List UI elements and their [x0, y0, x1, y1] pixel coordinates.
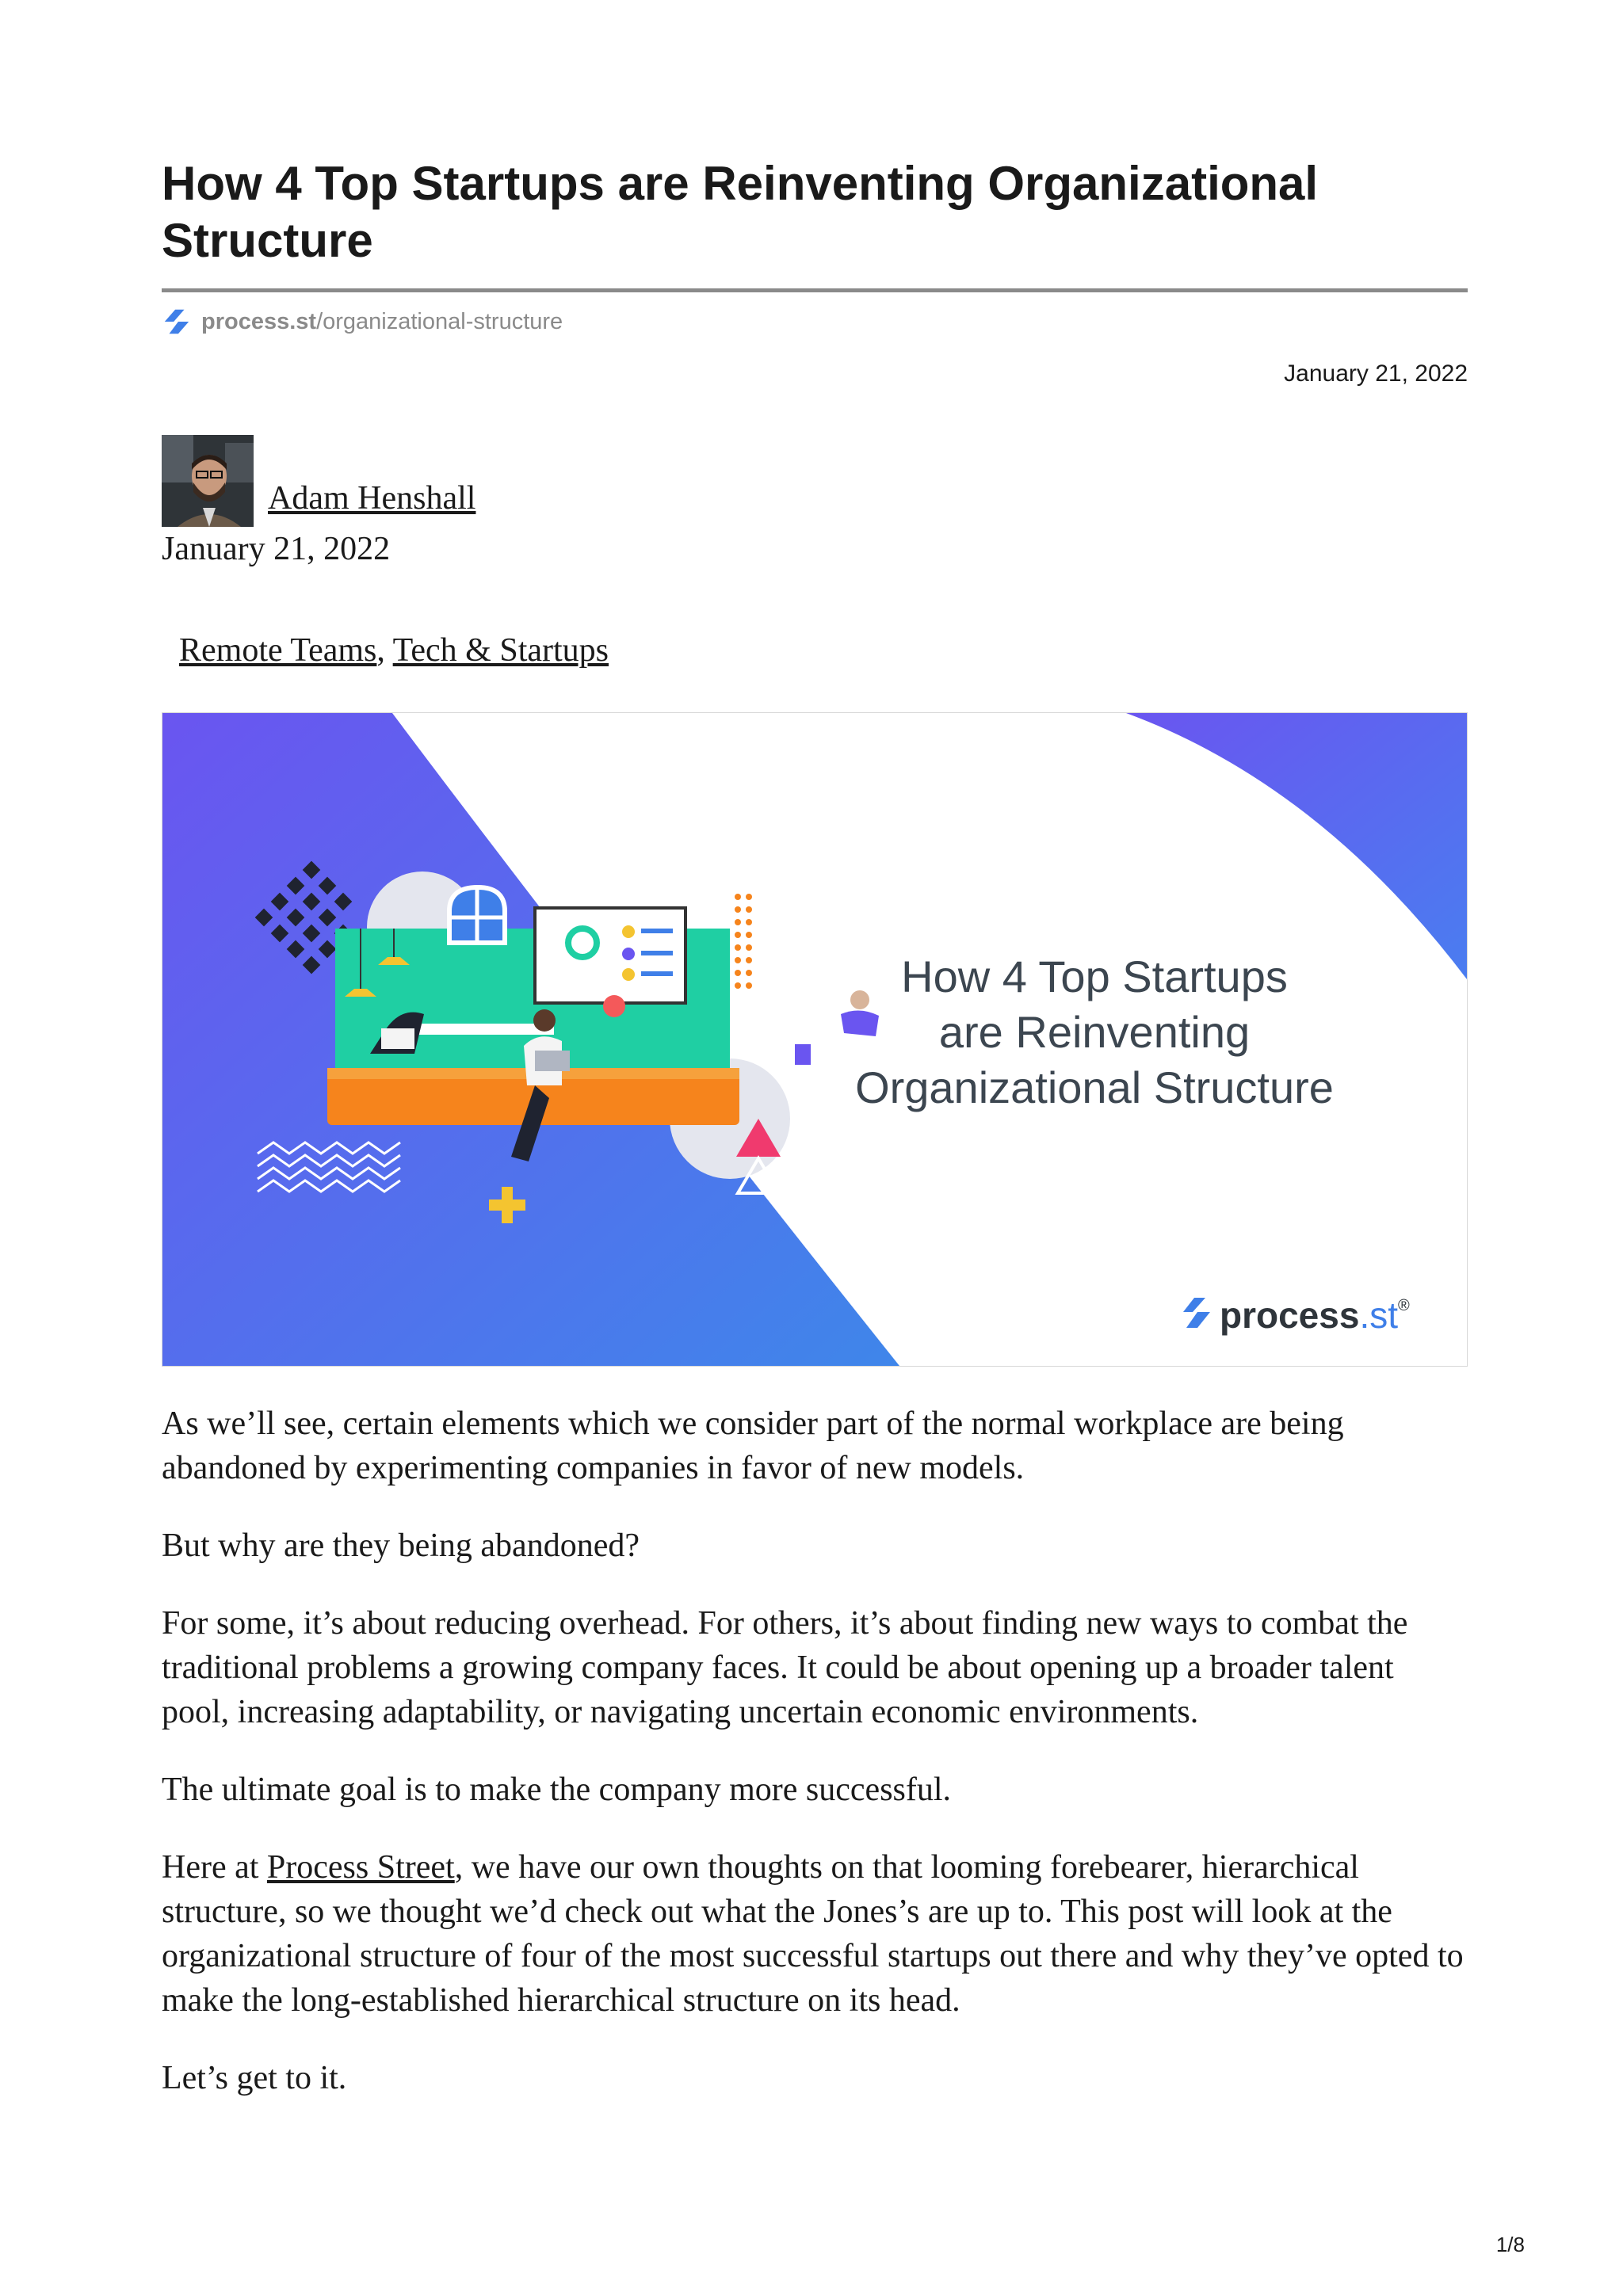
source-link[interactable] — [162, 307, 1468, 337]
category-link-remote-teams[interactable]: Remote Teams — [179, 632, 377, 669]
author-date: January 21, 2022 — [162, 531, 391, 567]
source-path: /organizational-structure — [316, 308, 563, 334]
paragraph-3: For some, it’s about reducing overhead. For others, it’s about finding new ways to combat the traditional problems a growing company faces. It could be about opening up a broader talent pool, increasing adaptability, or navigating uncertain economic environments. — [162, 1605, 1408, 1730]
article-body — [162, 1402, 1468, 2100]
article — [162, 155, 1468, 2134]
title-divider — [162, 288, 1468, 292]
hero-headline-line-1: How 4 Top Startups — [901, 952, 1288, 1001]
clip-date: January 21, 2022 — [1284, 360, 1468, 387]
svg-text:process.st® — [1220, 1295, 1410, 1336]
category-list — [179, 631, 1468, 669]
process-street-link[interactable]: Process Street — [266, 1849, 455, 1886]
author-name-link[interactable]: Adam Henshall — [268, 480, 476, 517]
hero-brand-name: process — [1220, 1295, 1360, 1336]
hero-image — [162, 712, 1468, 1367]
paragraph-6: Let’s get to it. — [162, 2060, 347, 2096]
process-street-logo-icon — [162, 307, 192, 337]
paragraph-4: The ultimate goal is to make the company more successful. — [162, 1772, 952, 1808]
article-title: How 4 Top Startups are Reinventing Organizational Structure — [162, 157, 1319, 267]
author-avatar[interactable] — [162, 435, 254, 527]
paragraph-1: As we’ll see, certain elements which we consider part of the normal workplace are being abandoned by experimenting companies in favor of new models. — [162, 1405, 1344, 1486]
hero-brand-mark: ® — [1398, 1297, 1410, 1314]
page-number: 1/8 — [1495, 2233, 1525, 2256]
category-separator: , — [376, 632, 393, 669]
hero-brand-suffix: .st — [1359, 1295, 1398, 1336]
hero-headline-line-3: Organizational Structure — [855, 1062, 1334, 1112]
paragraph-5: Here at Process Street, we have our own thoughts on that looming forebearer, hierarchical structure, so we thought we’d check out what the Jones’s are up to. This post will look at the organizational structure of four of the most successful startups out there and why they’ve opted to make the long-established hierarchical structure on its head. — [162, 1849, 1464, 2019]
paragraph-2: But why are they being abandoned? — [162, 1527, 640, 1564]
category-link-tech-startups[interactable]: Tech & Startups — [392, 632, 609, 669]
source-domain: process.st — [201, 308, 317, 334]
hero-headline-line-2: are Reinventing — [938, 1007, 1251, 1057]
author-byline — [162, 435, 1468, 527]
